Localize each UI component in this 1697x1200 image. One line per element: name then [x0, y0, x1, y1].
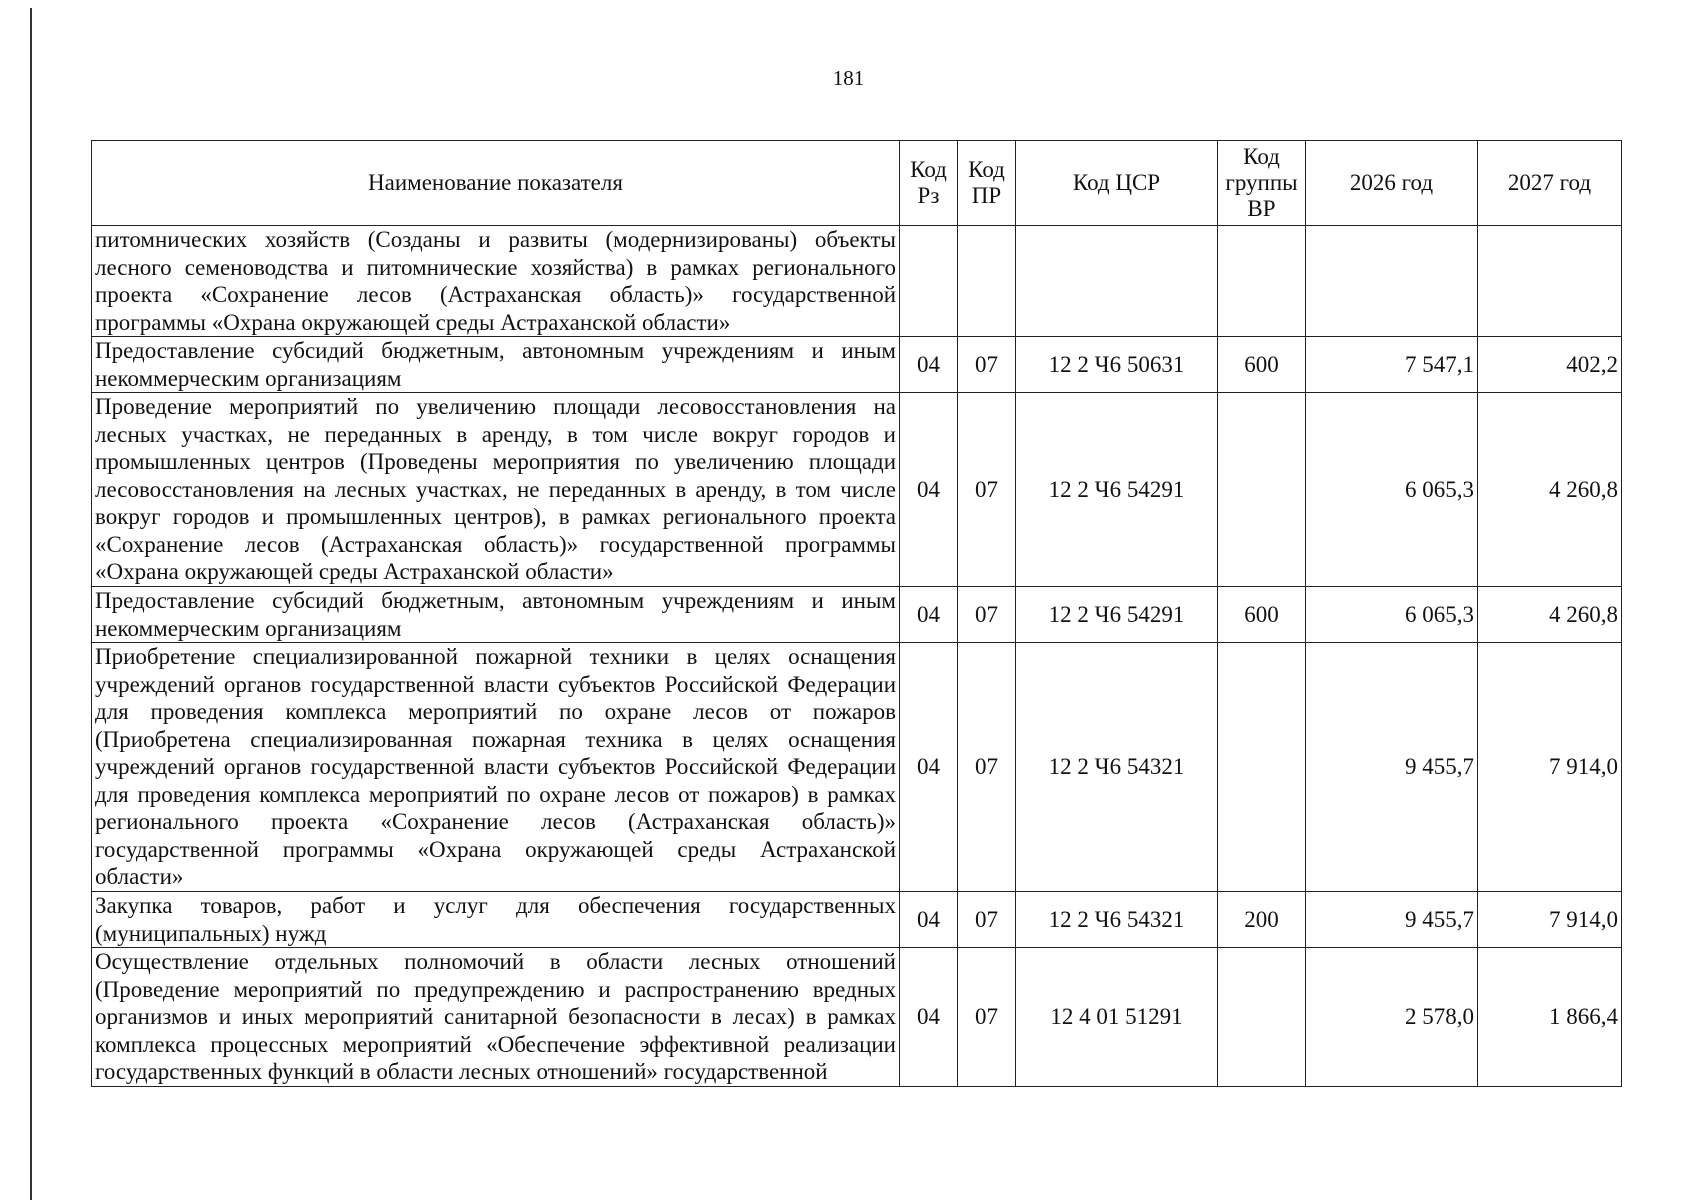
row-rz: 04 [900, 892, 958, 948]
header-2026: 2026 год [1306, 141, 1478, 226]
row-name: Приобретение специализированной пожарной техники в целях оснащения учреждений органов государственной власти субъектов Российской Федерации для проведения комплекса мероприятий по охране лесов от пожаров (Приобретена специализированная пожарная техника в целях оснащения учреждений органов государственной власти субъектов Российской Федерации для проведения комплекса мероприятий по охране лесов от пожаров) в рамках регионального проекта «Сохранение лесов (Астраханская область)» государственной программы «Охрана окружающей среды Астраханской области» [92, 643, 900, 892]
row-csr [1016, 226, 1218, 337]
row-2026 [1306, 226, 1478, 337]
page-number: 181 [832, 66, 865, 90]
row-2026: 9 455,7 [1306, 892, 1478, 948]
table-row [92, 948, 1622, 1087]
table-row [92, 226, 1622, 337]
row-csr: 12 2 Ч6 54321 [1016, 892, 1218, 948]
row-vr: 200 [1218, 892, 1306, 948]
row-pr: 07 [958, 892, 1016, 948]
row-rz: 04 [900, 393, 958, 587]
row-vr [1218, 948, 1306, 1087]
row-2026: 6 065,3 [1306, 587, 1478, 643]
row-vr: 600 [1218, 337, 1306, 393]
table-row [92, 643, 1622, 892]
row-2027: 7 914,0 [1478, 643, 1622, 892]
row-rz: 04 [900, 587, 958, 643]
row-name: Проведение мероприятий по увеличению площади лесовосстановления на лесных участках, не переданных в аренду, в том числе вокруг городов и промышленных центров (Проведены мероприятия по увеличению площади лесовосстановления на лесных участках, не переданных в аренду, в том числе вокруг городов и промышленных центров), в рамках регионального проекта «Сохранение лесов (Астраханская область)» государственной программы «Охрана окружающей среды Астраханской области» [92, 393, 900, 587]
row-rz: 04 [900, 643, 958, 892]
row-2026: 2 578,0 [1306, 948, 1478, 1087]
row-2026: 6 065,3 [1306, 393, 1478, 587]
row-csr: 12 2 Ч6 50631 [1016, 337, 1218, 393]
row-2027 [1478, 226, 1622, 337]
row-csr: 12 2 Ч6 54291 [1016, 393, 1218, 587]
row-pr: 07 [958, 587, 1016, 643]
row-name: Осуществление отдельных полномочий в области лесных отношений (Проведение мероприятий по предупреждению и распространению вредных организмов и иных мероприятий санитарной безопасности в лесах) в рамках комплекса процессных мероприятий «Обеспечение эффективной реализации государственных функций в области лесных отношений» государственной [92, 948, 900, 1087]
row-2027: 7 914,0 [1478, 892, 1622, 948]
row-vr [1218, 393, 1306, 587]
header-vr: Код группы ВР [1218, 141, 1306, 226]
row-name: Предоставление субсидий бюджетным, автономным учреждениям и иным некоммерческим организациям [92, 587, 900, 643]
row-vr [1218, 226, 1306, 337]
table-row [92, 587, 1622, 643]
row-csr: 12 2 Ч6 54291 [1016, 587, 1218, 643]
table-row [92, 393, 1622, 587]
row-rz: 04 [900, 948, 958, 1087]
row-rz: 04 [900, 337, 958, 393]
row-vr [1218, 643, 1306, 892]
header-csr: Код ЦСР [1016, 141, 1218, 226]
row-name: питомнических хозяйств (Созданы и развиты (модернизированы) объекты лесного семеноводства и питомнические хозяйства) в рамках регионального проекта «Сохранение лесов (Астраханская область)» государственной программы «Охрана окружающей среды Астраханской области» [92, 226, 900, 337]
row-pr: 07 [958, 337, 1016, 393]
row-name: Предоставление субсидий бюджетным, автономным учреждениям и иным некоммерческим организациям [92, 337, 900, 393]
row-rz [900, 226, 958, 337]
row-2027: 402,2 [1478, 337, 1622, 393]
table-row [92, 892, 1622, 948]
header-name: Наименование показателя [92, 141, 900, 226]
row-2027: 4 260,8 [1478, 587, 1622, 643]
row-csr: 12 2 Ч6 54321 [1016, 643, 1218, 892]
row-2026: 7 547,1 [1306, 337, 1478, 393]
row-pr: 07 [958, 643, 1016, 892]
row-name: Закупка товаров, работ и услуг для обеспечения государственных (муниципальных) нужд [92, 892, 900, 948]
row-csr: 12 4 01 51291 [1016, 948, 1218, 1087]
row-2026: 9 455,7 [1306, 643, 1478, 892]
header-2027: 2027 год [1478, 141, 1622, 226]
row-2027: 1 866,4 [1478, 948, 1622, 1087]
table-row [92, 337, 1622, 393]
scan-edge-line [30, 8, 32, 1200]
header-rz: Код Рз [900, 141, 958, 226]
row-vr: 600 [1218, 587, 1306, 643]
budget-table [91, 140, 1622, 1087]
row-pr [958, 226, 1016, 337]
row-2027: 4 260,8 [1478, 393, 1622, 587]
row-pr: 07 [958, 948, 1016, 1087]
row-pr: 07 [958, 393, 1016, 587]
table-header-row [92, 141, 1622, 226]
header-pr: Код ПР [958, 141, 1016, 226]
